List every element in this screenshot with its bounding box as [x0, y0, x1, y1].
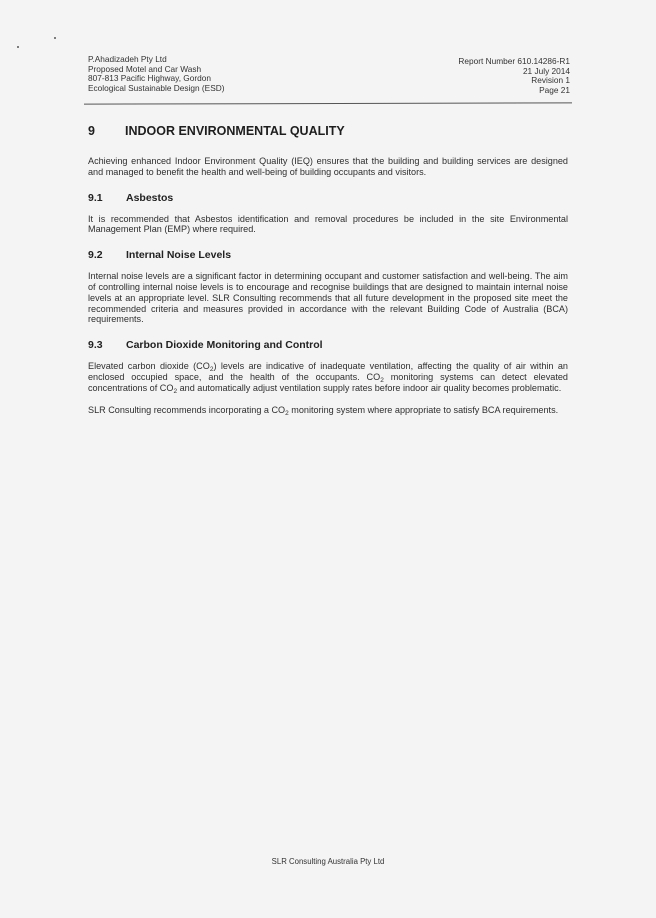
subsection-number: 9.2 [88, 249, 103, 262]
subsection-heading-co2 [88, 339, 568, 351]
subsection-title: Carbon Dioxide Monitoring and Control [126, 339, 323, 352]
header-left-block [88, 55, 225, 93]
header-address: 807-813 Pacific Highway, Gordon [88, 73, 211, 84]
subsection-number: 9.1 [88, 191, 103, 204]
subsection-heading-asbestos [88, 192, 568, 204]
section-heading [88, 124, 568, 138]
text-run: ) levels are indicative of inadequate ventilation, affecting the quality of air within an enclosed occupied space, and the health of the occupants. CO [88, 361, 568, 382]
subscript-2: 2 [380, 376, 384, 384]
subsection-title: Internal Noise Levels [126, 249, 232, 262]
subscript-2: 2 [173, 387, 178, 395]
section-intro-paragraph: Achieving enhanced Indoor Environment Quality (IEQ) ensures that the building and building services are designed and managed to benefit the health and well-being of building occupants and visitors. [88, 156, 568, 177]
scan-speck [54, 37, 56, 39]
scan-speck [17, 46, 19, 48]
subscript-2: 2 [285, 409, 289, 417]
noise-paragraph: Internal noise levels are a significant factor in determining occupant and customer satisfaction and well-being. The aim of controlling internal noise levels is to encourage and recognise buildings that are designed to maintain internal noise levels at an appropriate level. SLR Consulting recommends that all future development in the proposed site meet the recommended criteria and measures provided in accordance with the relevant Building Code of Australia (BCA) requirements. [88, 271, 568, 325]
section-number: 9 [88, 124, 95, 138]
header-right-block [458, 57, 570, 95]
text-run: Elevated carbon dioxide (CO [88, 361, 210, 372]
section-title: INDOOR ENVIRONMENTAL QUALITY [125, 124, 345, 138]
subsection-number: 9.3 [88, 339, 103, 352]
header-project: Proposed Motel and Car Wash [88, 63, 202, 74]
header-report-type: Ecological Sustainable Design (ESD) [88, 82, 225, 93]
header-divider [84, 102, 572, 104]
header-date: 21 July 2014 [522, 65, 570, 76]
subsection-heading-noise [88, 249, 568, 261]
text-run: SLR Consulting recommends incorporating a CO [88, 404, 286, 415]
co2-paragraph-2 [88, 405, 568, 416]
text-run: and automatically adjust ventilation supply rates before indoor air quality becomes problematic. [177, 382, 562, 393]
subscript-2: 2 [209, 366, 214, 374]
subsection-title: Asbestos [126, 191, 174, 204]
document-body [88, 116, 568, 415]
co2-paragraph-1 [88, 361, 568, 393]
page-footer: SLR Consulting Australia Pty Ltd [271, 857, 385, 866]
text-run: monitoring system where appropriate to satisfy BCA requirements. [288, 404, 559, 415]
asbestos-paragraph: It is recommended that Asbestos identification and removal procedures be included in the site Environmental Management Plan (EMP) where required. [88, 213, 568, 235]
header-revision: Revision 1 [531, 75, 570, 86]
text-run: monitoring systems can detect elevated concentrations of CO [88, 371, 568, 393]
header-page-number: Page 21 [539, 84, 570, 95]
header-client: P.Ahadizadeh Pty Ltd [88, 54, 167, 64]
header-report-number: Report Number 610.14286-R1 [458, 56, 570, 66]
